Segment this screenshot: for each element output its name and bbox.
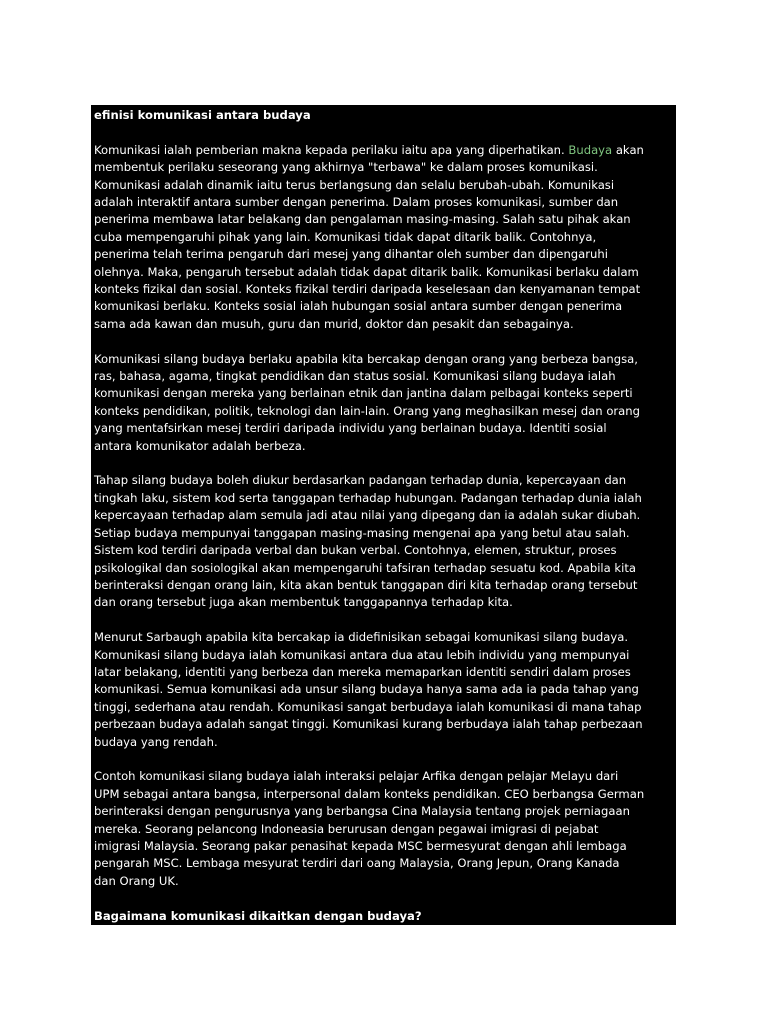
paragraph-examples: Contoh komunikasi silang budaya ialah interaksi pelajar Arfika dengan pelajar Melayu dari UPM sebagai antara bangsa, interpersonal dalam konteks pendidikan. CEO berbangsa German berinteraksi dengan pengurusnya yang berbangsa Cina Malaysia tentang projek perniagaan mereka. Seorang pelancong Indoneasia berurusan dengan pegawai imigrasi di pejabat imigrasi Malaysia. Seorang pakar penasihat kepada MSC bermesyurat dengan ahli lembaga pengarah MSC. Lembaga mesyurat terdiri dari oang Malaysia, Orang Jepun, Orang Kanada dan Orang UK.	[94, 769, 645, 888]
paragraph-definition-start: Komunikasi ialah pemberian makna kepada perilaku iaitu apa yang diperhatikan.	[94, 142, 569, 157]
paragraph-spacer	[94, 124, 676, 141]
paragraph-levels: Tahap silang budaya boleh diukur berdasarkan padangan terhadap dunia, kepercayaan dan tingkah laku, sistem kod serta tanggapan terhadap hubungan. Padangan terhadap dunia ialah kepercayaan terhadap alam semula jadi atau nilai yang dipegang dan ia adalah sukar diubah. Setiap budaya mempunyai tanggapan masing-masing mengenai apa yang betul atau salah. Sistem kod terdiri daripada verbal dan bukan verbal. Contohnya, elemen, struktur, proses psikologikal dan sosiologikal akan mempengaruhi tafsiran terhadap sesuatu kod. Apabila kita berinteraksi dengan orang lain, kita akan bentuk tanggapan diri kita terhadap orang tersebut dan orang tersebut juga akan membentuk tanggapannya terhadap kita.	[94, 473, 642, 610]
paragraph-spacer	[94, 751, 676, 768]
paragraph-spacer	[94, 612, 676, 629]
paragraph-sarbaugh: Menurut Sarbaugh apabila kita bercakap ia didefinisikan sebagai komunikasi silang budaya. Komunikasi silang budaya ialah komunikasi antara dua atau lebih individu yang mempunyai latar belakang, identiti yang berbeza dan mereka memaparkan identiti sendiri dalam proses komunikasi. Semua komunikasi ada unsur silang budaya hanya sama ada ia pada tahap yang tinggi, sederhana atau rendah. Komunikasi sangat berbudaya ialah komunikasi di mana tahap perbezaan budaya adalah sangat tinggi. Komunikasi kurang berbudaya ialah tahap perbezaan budaya yang rendah.	[94, 630, 643, 749]
paragraph-spacer	[94, 333, 676, 350]
budaya-link[interactable]: Budaya	[568, 142, 613, 157]
paragraph-definition-rest: akan membentuk perilaku seseorang yang akhirnya "terbawa" ke dalam proses komunikasi. Komunikasi adalah dinamik iaitu terus berlangsung dan selalu berubah-ubah. Komunikasi adalah interaktif antara sumber dengan penerima. Dalam proses komunikasi, sumber dan penerima membawa latar belakang dan pengalaman masing-masing. Salah satu pihak akan cuba mempengaruhi pihak yang lain. Komunikasi tidak dapat ditarik balik. Contohnya, penerima telah terima pengaruh dari mesej yang dihantar oleh sumber dan dipengaruhi olehnya. Maka, pengaruh tersebut adalah tidak dapat ditarik balik. Komunikasi berlaku dalam konteks fizikal dan sosial. Konteks fizikal terdiri daripada keselesaan dan kenyamanan tempat komunikasi berlaku. Konteks sosial ialah hubungan sosial antara sumber dengan penerima sama ada kawan dan musuh, guru dan murid, doktor dan pesakit dan sebagainya.	[94, 142, 644, 331]
paragraph-cross-cultural: Komunikasi silang budaya berlaku apabila kita bercakap dengan orang yang berbeza bangsa, ras, bahasa, agama, tingkat pendidikan dan status sosial. Komunikasi silang budaya ialah komunikasi dengan mereka yang berlainan etnik dan jantina dalam pelbagai konteks seperti konteks pendidikan, politik, teknologi dan lain-lain. Orang yang meghasilkan mesej dan orang yang mentafsirkan mesej terdiri daripada individu yang berlainan budaya. Identiti sosial antara komunikator adalah berbeza.	[94, 351, 640, 453]
paragraph-definition	[94, 142, 676, 333]
section-subheading: Bagaimana komunikasi dikaitkan dengan budaya?	[94, 908, 422, 923]
paragraph-spacer	[94, 455, 676, 472]
paragraph-spacer	[94, 890, 676, 907]
article-content	[91, 105, 676, 925]
section-heading: efinisi komunikasi antara budaya	[94, 108, 311, 122]
